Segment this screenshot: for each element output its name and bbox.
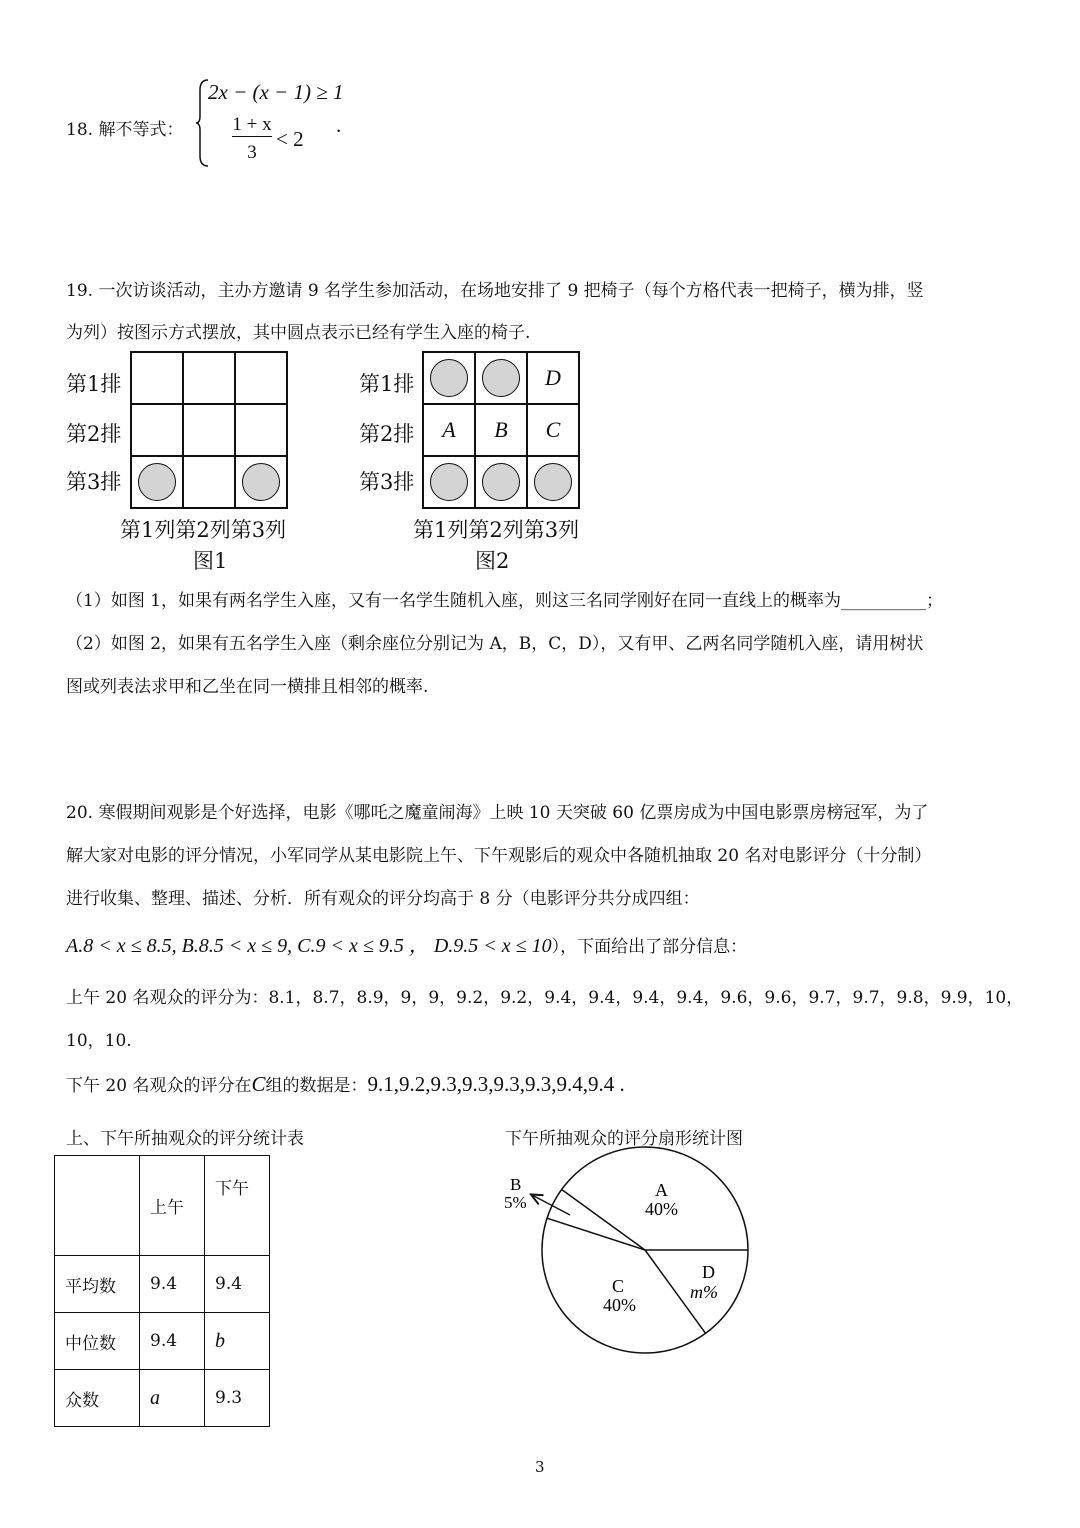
label-d: D <box>702 1262 715 1282</box>
pct-b: 5% <box>504 1193 527 1212</box>
pie-title: 下午所抽观众的评分扇形统计图 <box>505 1129 743 1149</box>
b-arrow-icon <box>532 1195 570 1215</box>
figure-2-seat-grid <box>422 351 580 509</box>
q18-label: 18. 解不等式： <box>66 120 184 140</box>
q20-line-7a: 下午 20 名观众的评分在 <box>66 1076 252 1096</box>
table-header-morning: 上午 <box>140 1156 205 1256</box>
q20-line-7 <box>66 1071 625 1097</box>
occupied-seat <box>430 463 468 501</box>
occupied-seat <box>430 359 468 397</box>
q20-line-6: 10，10. <box>66 1031 132 1051</box>
pct-a: 40% <box>645 1199 678 1219</box>
row-label: 众数 <box>55 1370 140 1427</box>
fig2-row3: 第3排 <box>359 470 415 494</box>
pct-c: 40% <box>603 1295 636 1315</box>
cell: 9.4 <box>140 1313 205 1370</box>
fig2-row2: 第2排 <box>359 422 415 446</box>
table-row <box>55 1370 270 1427</box>
table-header-afternoon: 下午 <box>205 1156 270 1256</box>
pie-chart <box>490 1140 770 1360</box>
table-row <box>55 1313 270 1370</box>
q19-part-1: （1）如图 1，如果有两名学生入座，又有一名学生随机入座，则这三名同学刚好在同一直线上的概率为__________； <box>66 591 944 611</box>
table-header-corner <box>55 1156 140 1256</box>
q18-denominator: 3 <box>247 142 257 163</box>
q20-line-4-tail: ），下面给出了部分信息： <box>551 937 748 957</box>
pie-slice-boundary-b <box>562 1189 645 1250</box>
pct-d: m% <box>690 1282 718 1302</box>
row-label: 平均数 <box>55 1256 140 1313</box>
label-a: A <box>655 1180 668 1200</box>
q20-line-4 <box>66 929 747 958</box>
q20-line-7c: 组的数据是： <box>265 1076 368 1096</box>
occupied-seat <box>534 463 572 501</box>
score-statistics-table <box>54 1155 270 1427</box>
label-b: B <box>510 1175 522 1194</box>
q18-end: . <box>336 113 342 137</box>
row-label: 中位数 <box>55 1313 140 1370</box>
cell: 9.4 <box>205 1256 270 1313</box>
fig1-row3: 第3排 <box>66 470 122 494</box>
figure-1-seat-grid <box>130 351 288 509</box>
table-row <box>55 1256 270 1313</box>
group-definitions: A.8 < x ≤ 8.5, B.8.5 < x ≤ 9, C.9 < x ≤ 9.5 ， D.9.5 < x ≤ 10 <box>66 935 552 957</box>
occupied-seat <box>482 463 520 501</box>
cell: 9.4 <box>140 1256 205 1313</box>
seat-b: B <box>475 404 527 456</box>
occupied-seat <box>482 359 520 397</box>
q18-rhs: < 2 <box>276 127 304 151</box>
fig1-columns: 第1列第2列第3列 <box>120 518 287 542</box>
cell: b <box>205 1313 270 1370</box>
q19-text-2: 为列）按图示方式摆放，其中圆点表示已经有学生入座的椅子. <box>66 323 531 343</box>
fig2-columns: 第1列第2列第3列 <box>413 518 580 542</box>
q19-part-2a: （2）如图 2，如果有五名学生入座（剩余座位分别记为 A，B，C，D），又有甲、乙两名同学随机入座，请用树状 <box>66 634 924 654</box>
cell: a <box>140 1370 205 1427</box>
page-number: 3 <box>535 1458 545 1476</box>
fig1-row2: 第2排 <box>66 422 122 446</box>
pie-slice-boundary-c <box>547 1218 645 1250</box>
label-c: C <box>612 1276 625 1296</box>
c-group-data: 9.1,9.2,9.3,9.3,9.3,9.3,9.4,9.4 . <box>367 1072 625 1096</box>
fig1-row1: 第1排 <box>66 372 122 396</box>
occupied-seat <box>138 463 176 501</box>
fig2-row1: 第1排 <box>359 372 415 396</box>
q20-line-2: 解大家对电影的评分情况，小军同学从某电影院上午、下午观影后的观众中各随机抽取 20 名对电影评分（十分制） <box>66 846 932 866</box>
group-c: C <box>251 1072 266 1096</box>
occupied-seat <box>242 463 280 501</box>
q18-ineq1: 2x − (x − 1) ≥ 1 <box>208 80 344 104</box>
q20-line-5: 上午 20 名观众的评分为：8.1，8.7，8.9，9，9，9.2，9.2，9.4，9.4，9.4，9.4，9.6，9.6，9.7，9.7，9.8，9.9，10， <box>66 988 1024 1008</box>
cell: 9.3 <box>205 1370 270 1427</box>
seat-a: A <box>423 404 475 456</box>
table-title: 上、下午所抽观众的评分统计表 <box>66 1129 304 1149</box>
q19-text-1: 19. 一次访谈活动，主办方邀请 9 名学生参加活动，在场地安排了 9 把椅子（每个方格代表一把椅子，横为排，竖 <box>66 281 924 301</box>
fig1-caption: 图1 <box>193 549 228 573</box>
fig2-caption: 图2 <box>475 549 510 573</box>
q18-numerator: 1 + x <box>232 114 272 135</box>
q20-line-3: 进行收集、整理、描述、分析．所有观众的评分均高于 8 分（电影评分共分成四组： <box>66 889 700 909</box>
seat-d: D <box>527 352 579 404</box>
q19-part-2b: 图或列表法求甲和乙坐在同一横排且相邻的概率. <box>66 677 429 697</box>
seat-c: C <box>527 404 579 456</box>
q20-line-1: 20. 寒假期间观影是个好选择，电影《哪吒之魔童闹海》上映 10 天突破 60 亿票房成为中国电影票房榜冠军，为了 <box>66 803 929 823</box>
